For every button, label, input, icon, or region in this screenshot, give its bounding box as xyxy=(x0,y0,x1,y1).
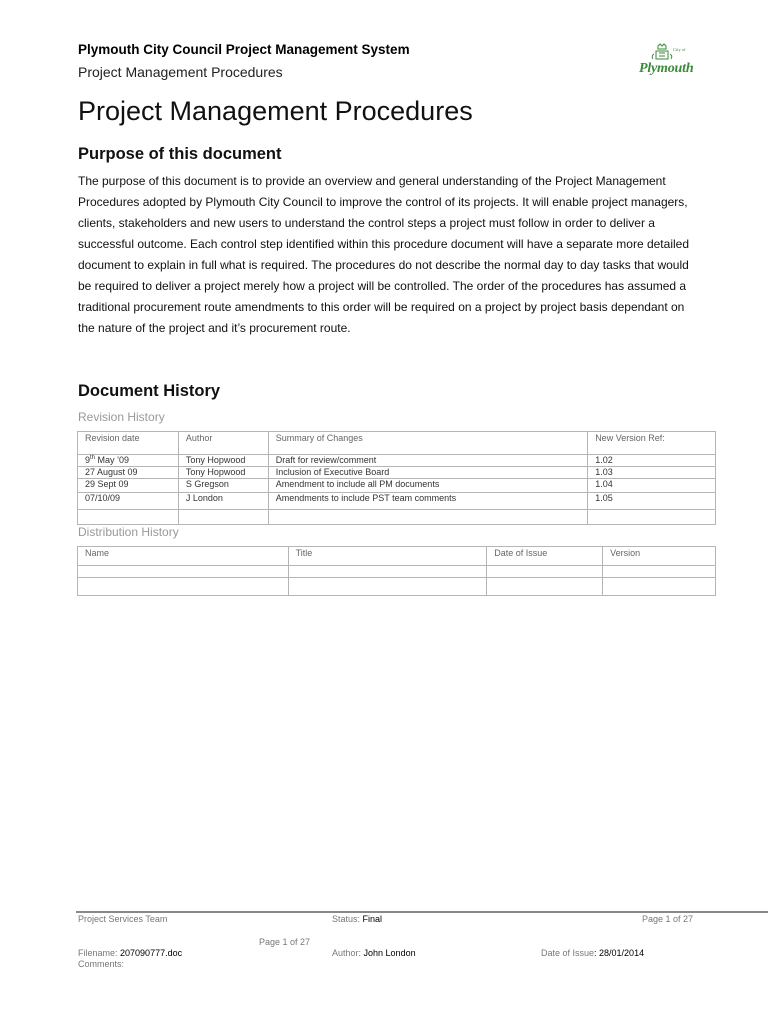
table-cell xyxy=(487,578,603,596)
column-header: Date of Issue xyxy=(487,547,603,566)
footer-page-right: Page 1 of 27 xyxy=(642,914,694,924)
table-cell xyxy=(78,566,289,578)
header-subtitle: Project Management Procedures xyxy=(78,64,283,80)
table-row xyxy=(78,479,716,493)
footer-team: Project Services Team xyxy=(78,914,168,924)
table-cell xyxy=(487,566,603,578)
table-cell: J London xyxy=(178,493,268,510)
column-header: Name xyxy=(78,547,289,566)
distribution-history-label: Distribution History xyxy=(78,525,179,539)
table-cell: S Gregson xyxy=(178,479,268,493)
table-cell: 1.04 xyxy=(588,479,716,493)
table-row xyxy=(78,493,716,510)
column-header: Revision date xyxy=(78,432,179,455)
date-day: 9 xyxy=(85,455,91,465)
footer-filename xyxy=(78,948,182,958)
logo-wordmark: Plymouth xyxy=(639,61,694,76)
author-value: John London xyxy=(363,948,416,958)
table-header-row xyxy=(78,547,716,566)
date-rest: May ’09 xyxy=(95,455,130,465)
table-cell: Inclusion of Executive Board xyxy=(268,467,587,479)
table-cell: Tony Hopwood xyxy=(178,467,268,479)
table-row-empty xyxy=(78,578,716,596)
date-suffix: th xyxy=(90,455,96,461)
issue-label: Date of Issue xyxy=(541,948,595,958)
table-cell: Amendment to include all PM documents xyxy=(268,479,587,493)
column-header: Summary of Changes xyxy=(268,432,587,455)
table-cell: 1.02 xyxy=(588,455,716,467)
table-cell xyxy=(588,510,716,525)
table-row xyxy=(78,467,716,479)
table-cell xyxy=(78,578,289,596)
header-title: Plymouth City Council Project Management System xyxy=(78,42,410,57)
author-label: Author: xyxy=(332,948,364,958)
document-history-heading: Document History xyxy=(78,382,221,400)
table-header-row xyxy=(78,432,716,455)
table-cell xyxy=(603,566,716,578)
table-cell xyxy=(603,578,716,596)
revision-history-label: Revision History xyxy=(78,410,165,424)
page-title: Project Management Procedures xyxy=(78,96,473,126)
table-cell: 1.05 xyxy=(588,493,716,510)
table-cell: 27 August 09 xyxy=(78,467,179,479)
table-cell xyxy=(178,510,268,525)
column-header: Version xyxy=(603,547,716,566)
table-row xyxy=(78,455,716,467)
filename-label: Filename: xyxy=(78,948,121,958)
column-header: New Version Ref: xyxy=(588,432,716,455)
filename-value: 207090777.doc xyxy=(120,948,183,958)
footer-comments: Comments: xyxy=(78,959,125,969)
status-value: Final xyxy=(362,914,383,924)
status-label: Status: xyxy=(332,914,363,924)
table-cell xyxy=(288,578,487,596)
table-cell: Tony Hopwood xyxy=(178,455,268,467)
table-cell: Amendments to include PST team comments xyxy=(268,493,587,510)
table-row-empty xyxy=(78,566,716,578)
logo-small-text: City of xyxy=(673,47,686,52)
column-header: Author xyxy=(178,432,268,455)
table-cell xyxy=(268,510,587,525)
table-cell: 29 Sept 09 xyxy=(78,479,179,493)
footer-rule xyxy=(76,911,768,913)
column-header: Title xyxy=(288,547,487,566)
footer-date-of-issue xyxy=(541,948,644,958)
table-cell: Draft for review/comment xyxy=(268,455,587,467)
purpose-paragraph: The purpose of this document is to provide an overview and general understanding of the Project Management Procedures adopted by Plymouth City Council to improve the control of its projects. It will enable project managers, clients, stakeholders and new users to understand the control steps a project must follow in order to deliver a successful outcome. Each control step identified within this procedure document will have a separate more detailed document to explain in full what is required. The procedures do not describe the normal day to day tasks that would be required to deliver a project merely how a project will be controlled. The order of the procedures has assumed a traditional procurement route amendments to this order will be required on a project by project basis dependant on the nature of the project and it’s procurement route. xyxy=(78,174,689,335)
table-cell: 07/10/09 xyxy=(78,493,179,510)
table-cell xyxy=(78,455,179,467)
footer-page-center: Page 1 of 27 xyxy=(259,937,311,947)
footer-status xyxy=(332,914,382,924)
table-row-empty xyxy=(78,510,716,525)
plymouth-logo xyxy=(636,42,702,86)
table-cell xyxy=(288,566,487,578)
revision-history-table xyxy=(77,431,716,525)
purpose-heading: Purpose of this document xyxy=(78,145,282,163)
distribution-history-table xyxy=(77,546,716,596)
issue-value: : 28/01/2014 xyxy=(594,948,645,958)
footer-author xyxy=(332,948,416,958)
table-cell: 1.03 xyxy=(588,467,716,479)
table-cell xyxy=(78,510,179,525)
